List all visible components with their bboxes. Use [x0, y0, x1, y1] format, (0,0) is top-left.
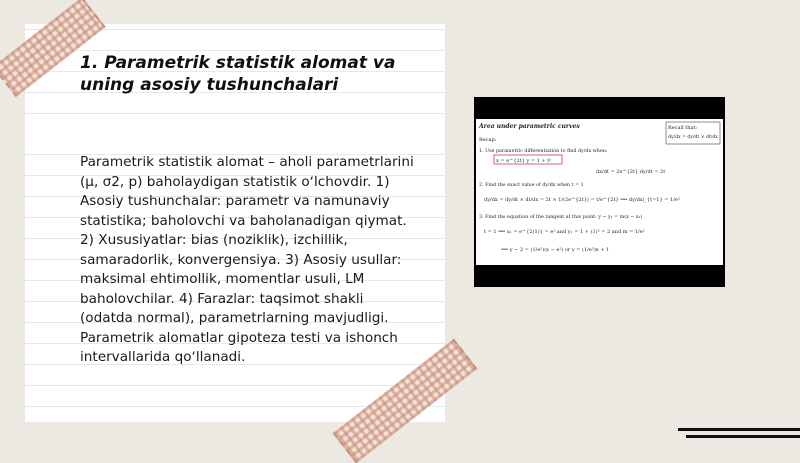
- slide-title: 1. Parametrik statistik alomat va uning asosiy tushunchalari: [80, 53, 396, 95]
- step-3: 3. Find the equation of the tangent at this point: y − y₁ = m(x − x₁): [479, 215, 643, 220]
- step-3-answer: ⟹ y − 2 = (1/e²)(x − e²) or y = (1/e²)x + 1: [501, 247, 610, 253]
- math-image: [474, 97, 725, 287]
- step-1-result: dx/dt = 2e^{2t} dy/dt = 2t: [596, 169, 666, 175]
- math-notes-svg: [476, 119, 723, 265]
- step-2-work: dy/dx = dy/dt × dt/dx = 2t × 1/(2e^{2t}) = t/e^{2t} ⟹ dy/dx|_{t=1} = 1/e²: [484, 197, 680, 203]
- step-1: 1. Use parametric differentiation to find dy/dx when:: [479, 149, 608, 154]
- decorative-line: [686, 435, 800, 438]
- decorative-line: [678, 428, 800, 431]
- decorative-lines: [678, 420, 800, 450]
- math-image-content: [476, 119, 723, 265]
- step-3-work: t = 1 ⟹ x₁ = e^{2(1)} = e² and y₁ = 1 + (1)² = 2 and m = 1/e²: [484, 229, 645, 235]
- slide-body-text: Parametrik statistik alomat – aholi parametrlarini (μ, σ2, p) baholaydigan statistik oʻlchovdir. 1) Asosiy tushunchalar: parametr va namunaviy statistika; baholovchi va baholanadigan qiymat. 2) Xususiyatlar: bias (noziklik), izchillik, samaradorlik, konvergensiya. 3) Asosiy usullar: maksimal ehtimollik, momentlar usuli, LM baholovchilar. 4) Farazlar: taqsimot shakli (odatda normal), parametrlarning mavjudligi. Parametrik alomatlar gipoteza testi va ishonch intervallarida qoʻllanadi.: [80, 154, 414, 365]
- recap-label: Recap:: [479, 137, 497, 143]
- step-2: 2. Find the exact value of dy/dx when t = 1: [479, 183, 584, 188]
- math-heading: Area under parametric curves: [479, 123, 580, 130]
- recall-formula: dy/dx = dy/dt × dt/dx: [668, 135, 718, 140]
- recall-label: Recall that:: [668, 125, 698, 131]
- step-1-given: x = e^{2t} y = 1 + t²: [496, 158, 552, 164]
